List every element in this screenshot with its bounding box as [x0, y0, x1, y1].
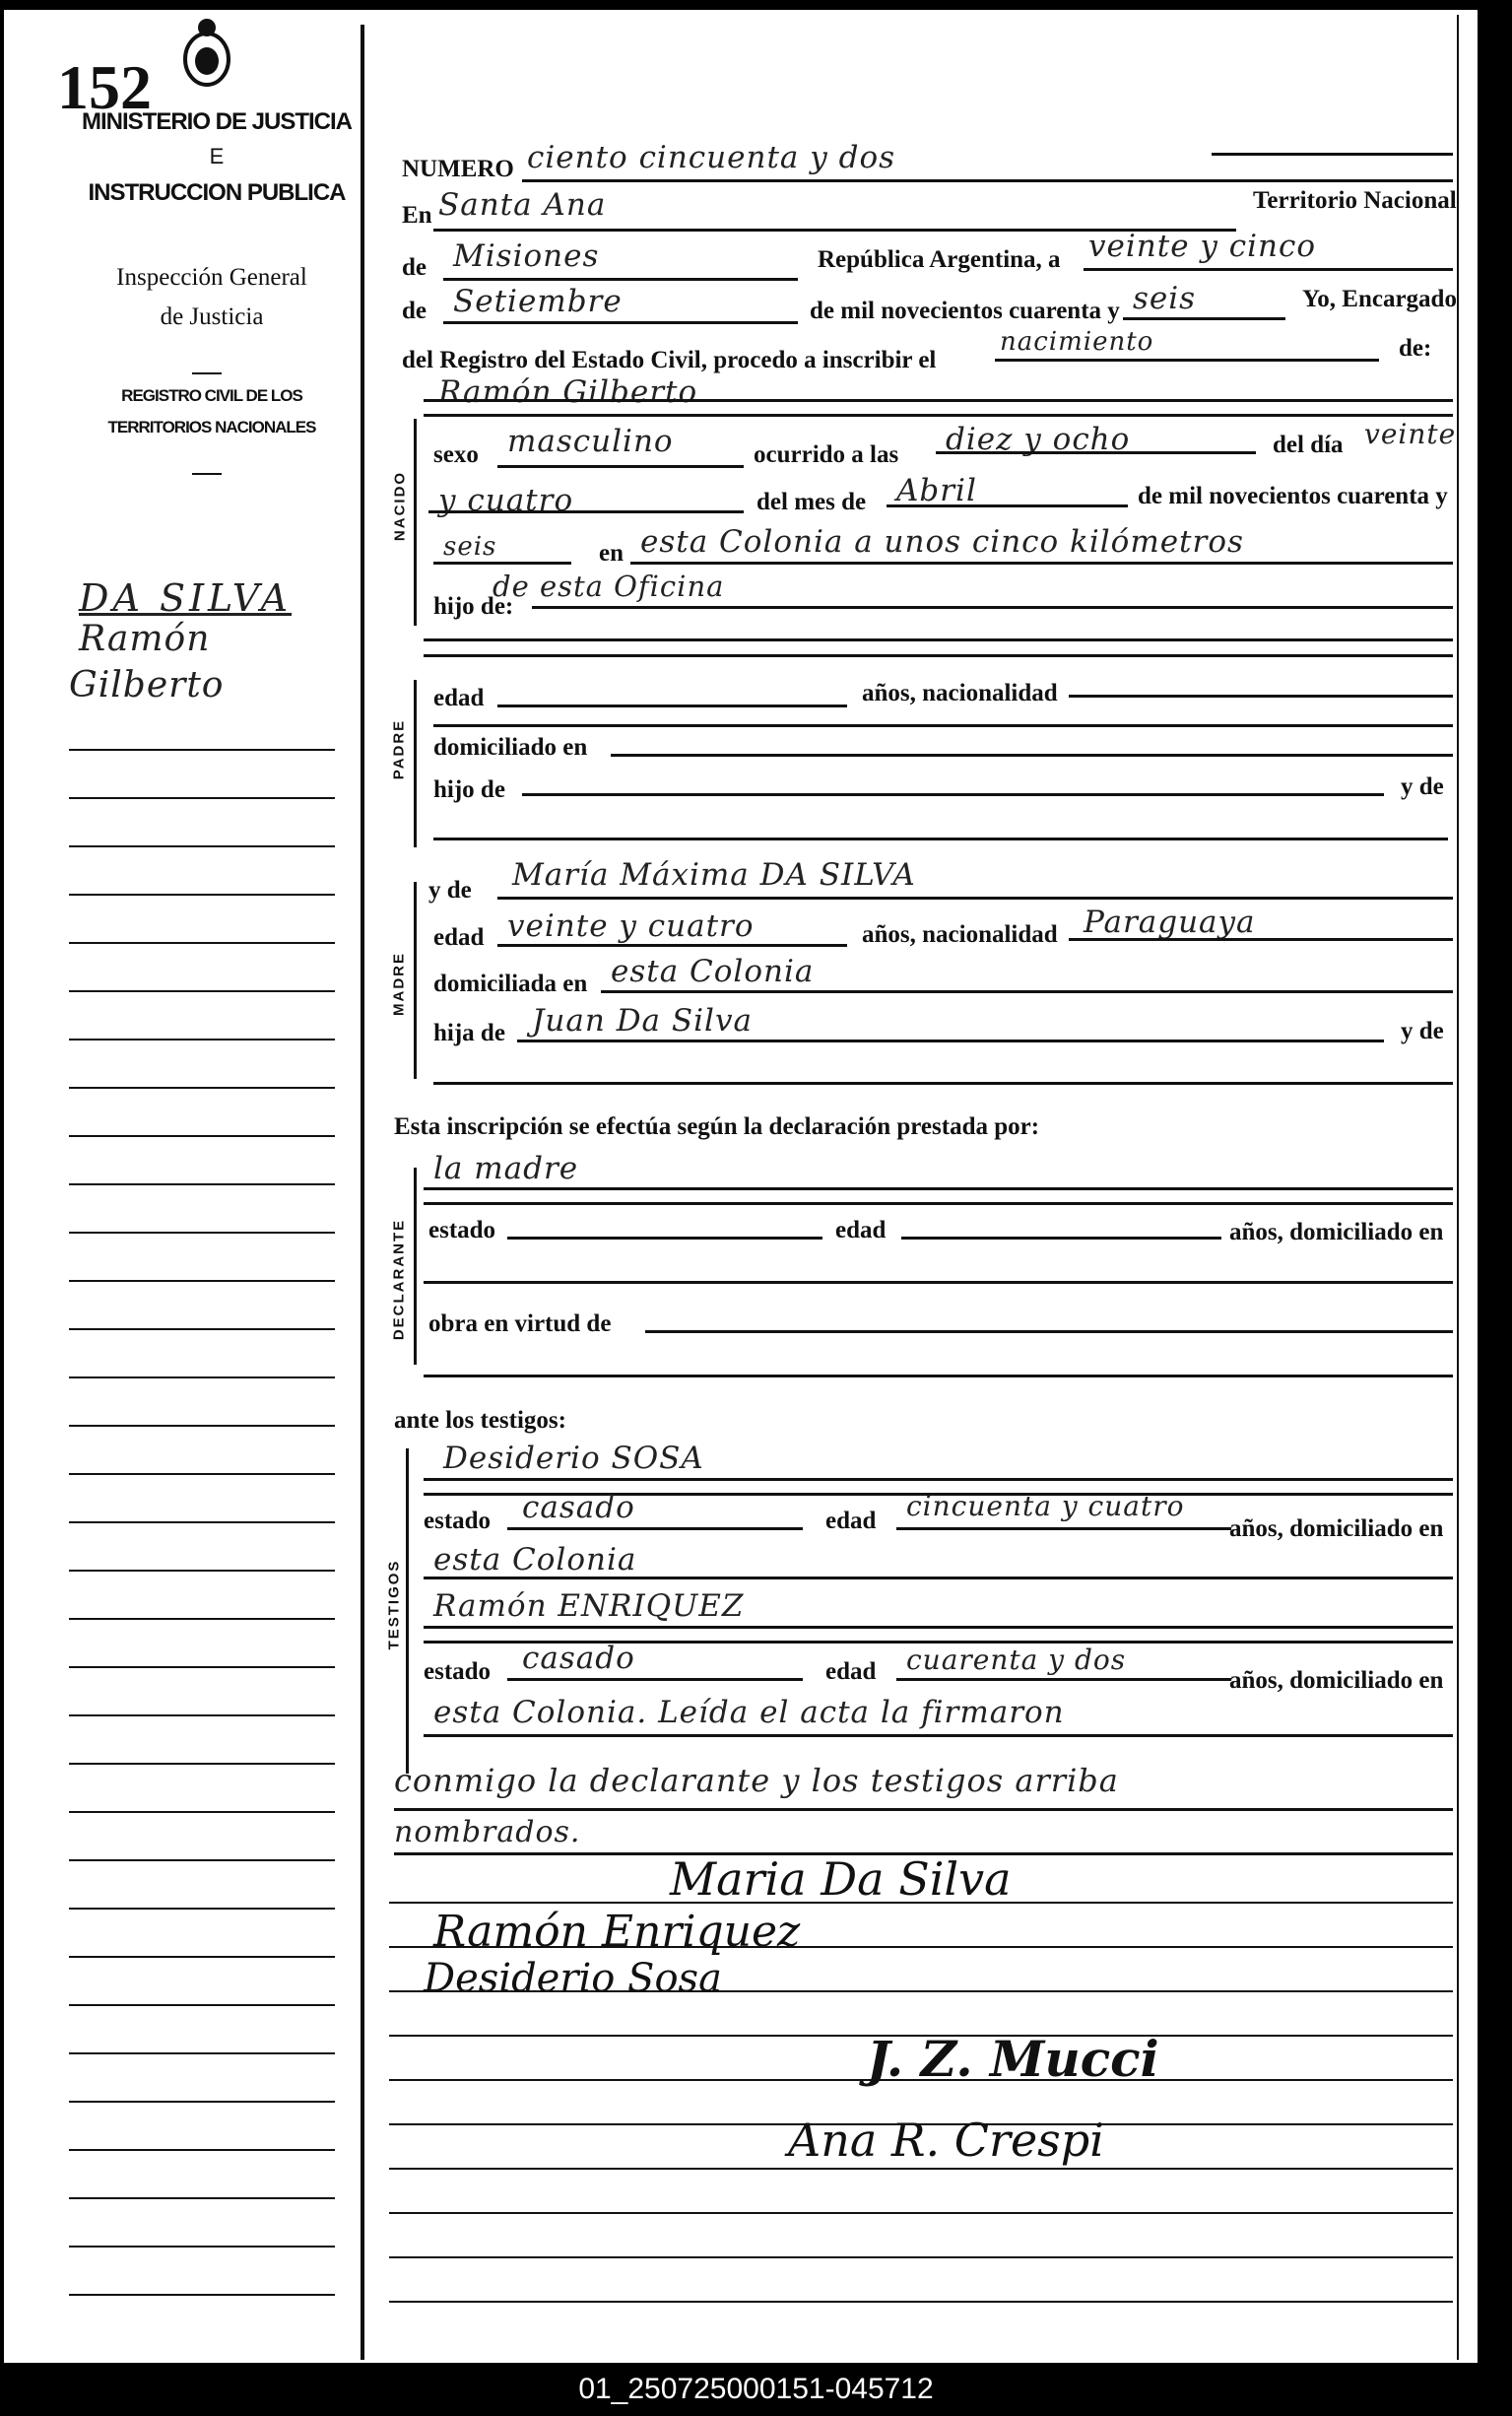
year-label: de mil novecientos cuarenta y: [810, 298, 1120, 324]
padre-line-2: [433, 724, 1453, 727]
testigo-2-edad-value: cuarenta y dos: [906, 1644, 1127, 1676]
testigos-side-label: TESTIGOS: [385, 1559, 403, 1650]
testigo-2-nombre-line: [424, 1626, 1453, 1629]
numero-line-top: [1212, 153, 1453, 156]
territorio-line: [443, 278, 798, 281]
sexo-label: sexo: [433, 441, 479, 468]
closing-line-2: nombrados.: [394, 1815, 581, 1849]
sexo-line: [497, 465, 744, 468]
declarante-bracket: [414, 1168, 417, 1365]
hijo-line-3: [424, 654, 1453, 657]
footer-identifier: 01_250725000151-045712: [0, 2363, 1512, 2416]
margin-rule: [69, 1328, 335, 1330]
hijo-line-2: [424, 638, 1453, 641]
de-colon-label: de:: [1399, 335, 1432, 362]
declarante-nombre-value: la madre: [433, 1151, 579, 1186]
testigo-1-domicilio: esta Colonia: [433, 1542, 637, 1577]
padre-side-label: PADRE: [390, 718, 408, 780]
record-number-stamp: 152: [57, 52, 152, 122]
madre-edad-label: edad: [433, 924, 485, 951]
testigo-1-nombre: Desiderio SOSA: [443, 1441, 704, 1476]
declarante-line-3: [424, 1281, 1453, 1284]
testigo-1-edad-line: [896, 1527, 1231, 1530]
madre-hija-de-value: Juan Da Silva: [532, 1003, 753, 1039]
margin-rule: [69, 942, 335, 944]
testigo-2-domicilio: esta Colonia. Leída el acta la firmaron: [433, 1695, 1065, 1730]
margin-rule: [69, 2197, 335, 2199]
margin-rule: [69, 1859, 335, 1861]
republica-label: República Argentina, a: [818, 246, 1061, 273]
day-value: veinte y cinco: [1088, 229, 1317, 264]
nacido-bracket: [414, 419, 417, 626]
ministry-line-2: E: [209, 144, 225, 168]
padre-line-4: [433, 838, 1448, 840]
padre-nac-line: [1069, 695, 1453, 698]
margin-rule: [69, 1376, 335, 1378]
signature-rule: [389, 2256, 1453, 2258]
numero-label: NUMERO: [402, 156, 514, 182]
ministry-line-5: de Justicia: [160, 303, 264, 330]
declarante-estado-label: estado: [428, 1217, 496, 1243]
padre-y-de-label: y de: [1401, 773, 1444, 800]
declarante-edad-label: edad: [835, 1217, 887, 1243]
margin-surname: DA SILVA: [79, 576, 293, 620]
coat-of-arms-icon: [185, 19, 229, 85]
testigo-2-edad-line: [896, 1678, 1231, 1681]
declarante-line-5: [424, 1375, 1453, 1377]
margin-rule: [69, 1039, 335, 1040]
testigo-2-estado-label: estado: [424, 1658, 492, 1685]
ministry-line-4: Inspección General: [116, 264, 307, 291]
signature-rule: [389, 2212, 1453, 2214]
signature-ramon-enriquez: Ramón Enriquez: [433, 1907, 801, 1957]
dia-value-2: y cuatro: [438, 483, 574, 518]
declarante-estado-line: [507, 1237, 822, 1240]
padre-nac-label: años, nacionalidad: [862, 680, 1058, 706]
header-divider-1: [192, 372, 222, 374]
declarante-nombre-line: [424, 1187, 1453, 1190]
margin-rule: [69, 2052, 335, 2054]
registro-label: del Registro del Estado Civil, procedo a inscribir el: [402, 347, 937, 373]
margin-rule: [69, 2004, 335, 2006]
declarante-obra-label: obra en virtud de: [428, 1310, 612, 1337]
month-line: [443, 321, 798, 324]
sexo-value: masculino: [507, 424, 674, 459]
testigos-bracket: [406, 1448, 409, 1774]
margin-given-name-1: Ramón: [79, 619, 211, 659]
ministry-line-7: TERRITORIOS NACIONALES: [107, 418, 316, 436]
margin-rule: [69, 1135, 335, 1137]
madre-nombre-value: María Máxima DA SILVA: [512, 857, 916, 893]
day-line: [1084, 268, 1453, 271]
margin-rule: [69, 1183, 335, 1185]
ministry-line-1: MINISTERIO DE JUSTICIA: [81, 108, 353, 135]
signature-rule: [389, 2035, 1453, 2037]
inscribe-value: nacimiento: [1000, 327, 1154, 357]
testigo-2-anios-label: años, domiciliado en: [1229, 1667, 1444, 1694]
margin-given-name-2: Gilberto: [69, 665, 225, 705]
dia-value: veinte: [1364, 418, 1457, 450]
margin-rule: [69, 1232, 335, 1234]
margin-rule: [69, 1908, 335, 1910]
margin-rule: [69, 1473, 335, 1475]
madre-domicilio-value: esta Colonia: [611, 954, 815, 989]
testigo-1-edad-value: cincuenta y cuatro: [906, 1490, 1185, 1522]
padre-domicilio-line: [611, 754, 1453, 757]
signature-maria-da-silva: Maria Da Silva: [670, 1852, 1012, 1906]
signature-rule: [389, 2301, 1453, 2303]
margin-rule: [69, 2101, 335, 2103]
year-value: seis: [1133, 281, 1197, 316]
lugar-value-2: de esta Oficina: [493, 570, 725, 603]
year-line: [1123, 317, 1285, 320]
ministry-line-3: INSTRUCCION PUBLICA: [88, 179, 346, 206]
madre-side-label: MADRE: [390, 952, 408, 1016]
margin-rule: [69, 845, 335, 847]
margin-rule: [69, 749, 335, 751]
encargado-label: Yo, Encargado: [1302, 286, 1457, 312]
numero-line: [522, 179, 1453, 182]
signature-official-1: J. Z. Mucci: [867, 2030, 1159, 2088]
testigo-1-edad-label: edad: [825, 1508, 877, 1534]
name-line-2: [424, 414, 1453, 417]
lugar-line: [630, 562, 1453, 565]
margin-rule: [69, 2246, 335, 2248]
child-name-value: Ramón Gilberto: [438, 374, 698, 410]
testigo-1-anios-label: años, domiciliado en: [1229, 1515, 1444, 1542]
declaracion-label: Esta inscripción se efectúa según la declaración prestada por:: [394, 1113, 1040, 1140]
testigos-label: ante los testigos:: [394, 1407, 566, 1434]
madre-domiciliada-label: domiciliada en: [433, 971, 588, 997]
padre-hijo-de-line: [522, 793, 1384, 796]
territorio-value: Misiones: [453, 238, 600, 274]
declarante-edad-line: [901, 1237, 1221, 1240]
madre-hija-de-line: [517, 1040, 1384, 1042]
signature-rule: [389, 1902, 1453, 1904]
padre-hijo-de-label: hijo de: [433, 776, 505, 803]
territorio-label: Territorio Nacional: [1253, 187, 1457, 214]
margin-rule: [69, 990, 335, 992]
hora-line: [936, 451, 1256, 454]
de-label-2: de: [402, 298, 427, 324]
del-dia-label: del día: [1273, 432, 1344, 458]
margin-rule: [69, 1618, 335, 1620]
signature-rule: [389, 1990, 1453, 1992]
margin-rule: [69, 1425, 335, 1427]
en-label: En: [402, 202, 432, 229]
header-divider-2: [192, 473, 222, 475]
margin-rule: [69, 1763, 335, 1765]
testigo-1-estado-line: [507, 1527, 803, 1530]
declarante-anios-label: años, domiciliado en: [1229, 1219, 1444, 1245]
ministry-line-6: REGISTRO CIVIL DE LOS: [121, 386, 302, 405]
madre-nacionalidad-value: Paraguaya: [1084, 905, 1256, 940]
signature-rule: [389, 1946, 1453, 1948]
margin-rule: [69, 1521, 335, 1523]
mes-value: Abril: [896, 473, 977, 508]
name-line-1: [424, 399, 1453, 402]
madre-nac-label: años, nacionalidad: [862, 921, 1058, 948]
ocurrido-label: ocurrido a las: [754, 441, 899, 468]
margin-rule: [69, 1714, 335, 1716]
signature-desiderio-sosa: Desiderio Sosa: [424, 1956, 722, 2001]
madre-y-de-label-2: y de: [1401, 1018, 1444, 1044]
signature-rule: [389, 2123, 1453, 2125]
dia-line: [428, 510, 744, 513]
numero-value: ciento cincuenta y dos: [527, 140, 896, 175]
de-label-1: de: [402, 254, 427, 281]
madre-nac-line: [1069, 938, 1453, 941]
margin-rule: [69, 1570, 335, 1572]
testigo-1-domicilio-line: [424, 1577, 1453, 1579]
madre-hija-de-label: hija de: [433, 1020, 505, 1046]
month-value: Setiembre: [453, 284, 623, 319]
testigo-2-nombre: Ramón ENRIQUEZ: [433, 1588, 745, 1624]
signature-rule: [389, 2168, 1453, 2170]
madre-bracket: [414, 882, 417, 1079]
mes-line: [887, 504, 1128, 507]
padre-edad-label: edad: [433, 685, 485, 711]
testigo-2-estado-value: casado: [522, 1641, 635, 1676]
madre-y-de-label: y de: [428, 877, 472, 904]
madre-line-5: [433, 1082, 1453, 1085]
margin-rule: [69, 1666, 335, 1668]
testigo-2-edad-label: edad: [825, 1658, 877, 1685]
en-value: Santa Ana: [438, 187, 607, 223]
hora-value: diez y ocho: [946, 422, 1131, 457]
margin-rule: [69, 894, 335, 896]
del-mes-label: del mes de: [756, 489, 867, 515]
testigo-2-domicilio-line: [424, 1734, 1453, 1737]
inscribe-line: [995, 359, 1379, 362]
madre-edad-value: veinte y cuatro: [507, 908, 755, 944]
signature-official-2: Ana R. Crespi: [788, 2114, 1104, 2167]
margin-rule: [69, 2294, 335, 2296]
madre-edad-line: [497, 944, 847, 947]
margin-rule: [69, 2149, 335, 2151]
declarante-side-label: DECLARANTE: [390, 1218, 408, 1341]
declarante-obra-line: [645, 1330, 1453, 1333]
nacido-side-label: NACIDO: [391, 470, 409, 542]
signature-rule: [389, 2079, 1453, 2081]
testigo-2-estado-line: [507, 1678, 803, 1681]
margin-rule: [69, 797, 335, 799]
declarante-nombre-line-2: [424, 1202, 1453, 1205]
anio-value: seis: [443, 532, 497, 562]
en-label-2: en: [599, 540, 624, 567]
margin-rule: [69, 1280, 335, 1282]
hijo-de-label: hijo de:: [433, 593, 514, 620]
mil-label: de mil novecientos cuarenta y: [1138, 483, 1448, 509]
margin-rule: [69, 1087, 335, 1089]
madre-nombre-line: [497, 897, 1453, 900]
testigo-1-estado-value: casado: [522, 1490, 635, 1525]
madre-domicilio-line: [601, 990, 1453, 993]
margin-rule: [69, 1811, 335, 1813]
closing-line-1-rule: [394, 1808, 1453, 1811]
lugar-value: esta Colonia a unos cinco kilómetros: [640, 524, 1244, 560]
padre-bracket: [414, 680, 417, 847]
closing-line-1: conmigo la declarante y los testigos arriba: [394, 1762, 1119, 1799]
padre-edad-line: [497, 705, 847, 707]
anio-line: [433, 562, 571, 565]
margin-rule: [69, 1956, 335, 1958]
testigo-1-estado-label: estado: [424, 1508, 492, 1534]
hijo-line: [532, 606, 1453, 609]
testigo-1-nombre-line: [424, 1478, 1453, 1481]
padre-domiciliado-label: domiciliado en: [433, 734, 588, 761]
